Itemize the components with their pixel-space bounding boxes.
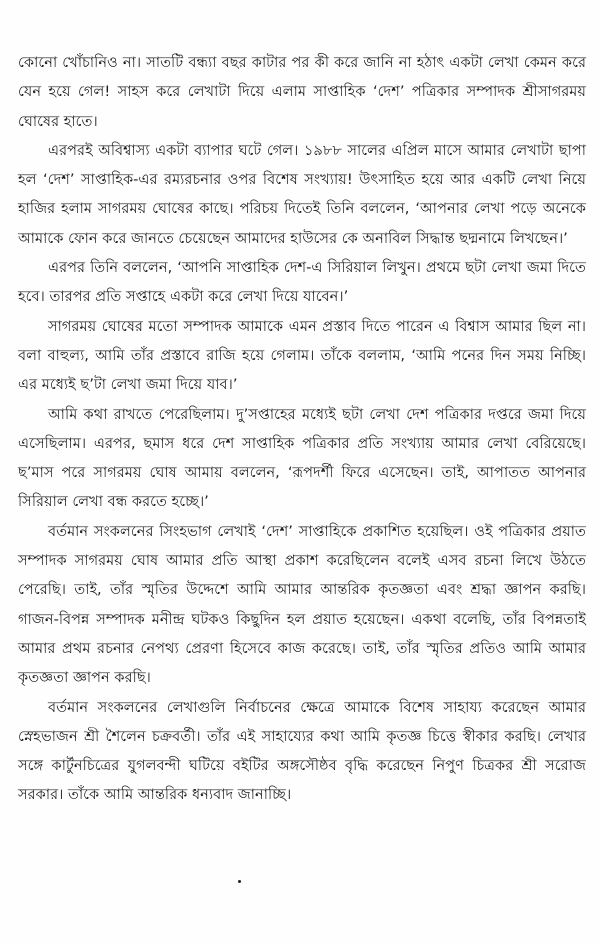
- paragraph: বর্তমান সংকলনের লেখাগুলি নির্বাচনের ক্ষেত্রে আমাকে বিশেষ সাহায্য করেছেন আমার স্নেহভাজন শ্রী শৈলেন চক্রবর্তী। তাঁর এই সাহায্যের কথা আমি কৃতজ্ঞ চিত্তে স্বীকার করছি। লেখার সঙ্গে কার্টুনচিত্রের যুগলবন্দী ঘটিয়ে বইটির অঙ্গসৌষ্ঠব বৃদ্ধি করেছেন নিপুণ চিত্রকর শ্রী সরোজ সরকার। তাঁকে আমি আন্তরিক ধন্যবাদ জানাচ্ছি।: [18, 698, 586, 804]
- paragraph: এরপর তিনি বললেন, ‘আপনি সাপ্তাহিক দেশ-এ সিরিয়াল লিখুন। প্রথমে ছটা লেখা জমা দিতে হবে। তারপর প্রতি সপ্তাহে একটা করে লেখা দিয়ে যাবেন।’: [18, 259, 586, 306]
- paragraph: এরপরই অবিশ্বাস্য একটা ব্যাপার ঘটে গেল। ১৯৮৮ সালের এপ্রিল মাসে আমার লেখাটা ছাপা হল ‘দেশ’ সাপ্তাহিক-এর রম্যরচনার ওপর বিশেষ সংখ্যায়! উৎসাহিত হয়ে আর একটি লেখা নিয়ে হাজির হলাম সাগরময় ঘোষের কাছে। পরিচয় দিতেই তিনি বললেন, ‘আপনার লেখা পড়ে অনেকে আমাকে ফোন করে জানতে চেয়েছেন আমাদের হাউসের কে অনাবিল সিদ্ধান্ত ছদ্মনামে লিখছেন।’: [18, 141, 586, 247]
- paragraph: বর্তমান সংকলনের সিংহভাগ লেখাই ‘দেশ’ সাপ্তাহিকে প্রকাশিত হয়েছিল। ওই পত্রিকার প্রয়াত সম্পাদক সাগরময় ঘোষ আমার প্রতি আস্থা প্রকাশ করেছিলেন বলেই এসব রচনা লিখে উঠতে পেরেছি। তাই, তাঁর স্মৃতির উদ্দেশে আমি আমার আন্তরিক কৃতজ্ঞতা এবং শ্রদ্ধা জ্ঞাপন করছি। গাজন-বিপন্ন সম্পাদক মনীন্দ্র ঘটকও কিছুদিন হল প্রয়াত হয়েছেন। একথা বলেছি, তাঁর বিপন্নতাই আমার প্রথম রচনার নেপথ্য প্রেরণা হিসেবে কাজ করেছে। তাই, তাঁর স্মৃতির প্রতিও আমি আমার কৃতজ্ঞতা জ্ঞাপন করছি।: [18, 522, 586, 687]
- page-body-text: [18, 48, 586, 810]
- page-speck-mark: [238, 880, 241, 883]
- paragraph-continuation: কোনো খোঁচানিও না। সাতটি বন্ধ্যা বছর কাটার পর কী করে জানি না হঠাৎ একটা লেখা কেমন করে যেন হয়ে গেল! সাহস করে লেখাটা দিয়ে এলাম সাপ্তাহিক ‘দেশ’ পত্রিকার সম্পাদক শ্রীসাগরময় ঘোষের হাতে।: [18, 54, 586, 130]
- paragraph: আমি কথা রাখতে পেরেছিলাম। দু’সপ্তাহের মধ্যেই ছটা লেখা দেশ পত্রিকার দপ্তরে জমা দিয়ে এসেছিলাম। এরপর, ছমাস ধরে দেশ সাপ্তাহিক পত্রিকার প্রতি সংখ্যায় আমার লেখা বেরিয়েছে। ছ’মাস পরে সাগরময় ঘোষ আমায় বললেন, ‘রূপদর্শী ফিরে এসেছেন। তাই, আপাতত আপনার সিরিয়াল লেখা বন্ধ করতে হচ্ছে।’: [18, 405, 586, 511]
- paragraph: সাগরময় ঘোষের মতো সম্পাদক আমাকে এমন প্রস্তাব দিতে পারেন এ বিশ্বাস আমার ছিল না। বলা বাহুল্য, আমি তাঁর প্রস্তাবে রাজি হয়ে গেলাম। তাঁকে বললাম, ‘আমি পনের দিন সময় নিচ্ছি। এর মধ্যেই ছ’টা লেখা জমা দিয়ে যাব।’: [18, 317, 586, 394]
